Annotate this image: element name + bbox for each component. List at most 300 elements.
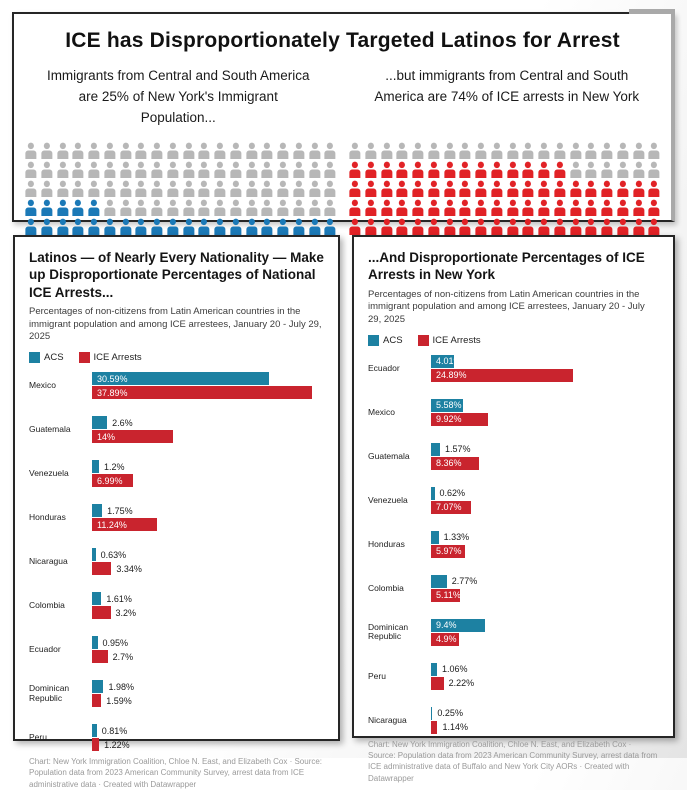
person-icon (411, 161, 425, 178)
person-icon (323, 199, 337, 216)
ice-arrests-swatch-icon (79, 352, 90, 363)
person-icon (348, 161, 362, 178)
person-icon (600, 199, 614, 216)
legend-item-ice-arrests (418, 335, 481, 346)
person-icon (308, 161, 322, 178)
person-icon (553, 180, 567, 197)
person-icon (40, 142, 54, 159)
person-icon (443, 218, 457, 235)
person-icon (395, 180, 409, 197)
person-icon (647, 161, 661, 178)
value-label: 0.62% (439, 488, 466, 499)
person-icon (150, 218, 164, 235)
person-icon (197, 142, 211, 159)
person-icon (427, 199, 441, 216)
acs-bar (92, 460, 99, 473)
person-icon (56, 142, 70, 159)
acs-bar (431, 531, 439, 544)
person-icon (569, 180, 583, 197)
person-icon (87, 199, 101, 216)
value-label: 8.36% (436, 458, 462, 469)
person-icon (632, 199, 646, 216)
person-icon (427, 142, 441, 159)
legend-label: ICE Arrests (432, 334, 481, 346)
person-icon (348, 218, 362, 235)
category-label: Peru (29, 731, 47, 742)
person-icon (229, 161, 243, 178)
ice-arrests-bar (431, 545, 465, 558)
person-icon (474, 180, 488, 197)
person-icon (292, 161, 306, 178)
value-label: 1.61% (106, 593, 132, 604)
person-icon (521, 161, 535, 178)
person-icon (537, 199, 551, 216)
person-icon (103, 199, 117, 216)
acs-bar (92, 592, 101, 605)
person-icon (427, 161, 441, 178)
person-icon (569, 199, 583, 216)
acs-bar (431, 399, 463, 412)
person-icon (56, 199, 70, 216)
person-icon (197, 161, 211, 178)
ice-arrests-bar (92, 430, 173, 443)
category-label: Guatemala (29, 423, 71, 434)
person-icon (182, 199, 196, 216)
person-icon (584, 218, 598, 235)
value-label: 6.99% (97, 475, 123, 486)
value-label: 0.95% (102, 637, 129, 648)
category-label: Honduras (368, 538, 405, 549)
person-icon (364, 180, 378, 197)
person-icon (276, 142, 290, 159)
person-icon (506, 142, 520, 159)
ice-arrests-bar (431, 501, 471, 514)
population-caption: Immigrants from Central and South America are 25% of New York's Immigrant Population... (46, 68, 310, 125)
acs-bar (431, 707, 432, 720)
person-icon (380, 142, 394, 159)
chart-footer: Chart: New York Immigration Coalition, Chloe N. East, and Elizabeth Cox · Source: Population data from 2023 American Community Survey, arrest data from ICE administrative data · Created with Datawrapper (29, 757, 323, 789)
person-icon (24, 218, 38, 235)
bar-group (368, 443, 659, 470)
person-icon (553, 218, 567, 235)
bar-group (368, 663, 659, 690)
person-icon (600, 161, 614, 178)
person-icon (119, 161, 133, 178)
person-icon (458, 218, 472, 235)
person-icon (537, 180, 551, 197)
acs-swatch-icon (368, 335, 379, 346)
acs-bar (431, 619, 485, 632)
bar-group (368, 619, 659, 646)
ice-arrests-bar (431, 677, 444, 690)
hero-panel (12, 12, 675, 222)
person-icon (56, 218, 70, 235)
person-icon (506, 199, 520, 216)
person-icon (569, 218, 583, 235)
person-icon (537, 161, 551, 178)
category-label: Venezuela (368, 494, 408, 505)
person-icon (40, 199, 54, 216)
person-icon (71, 199, 85, 216)
person-icon (182, 142, 196, 159)
person-icon (443, 161, 457, 178)
value-label: 0.25% (437, 708, 463, 719)
person-icon (87, 218, 101, 235)
chart-subtitle: Percentages of non-citizens from Latin American countries in the immigrant population and among ICE arrestees, January 20 - July 29, 2025 (368, 288, 645, 326)
person-icon (380, 161, 394, 178)
person-icon (537, 218, 551, 235)
category-label: Honduras (29, 511, 66, 522)
ice-arrests-bar (431, 369, 573, 382)
person-icon (229, 180, 243, 197)
person-icon (632, 180, 646, 197)
person-icon (166, 142, 180, 159)
person-icon (166, 161, 180, 178)
person-icon (584, 199, 598, 216)
bar-group (368, 531, 659, 558)
acs-bar (431, 663, 437, 676)
value-label: 5.58% (436, 400, 462, 411)
person-icon (443, 199, 457, 216)
person-icon (103, 142, 117, 159)
ice-arrests-bar (92, 518, 157, 531)
person-icon (260, 161, 274, 178)
person-icon (260, 142, 274, 159)
person-icon (395, 142, 409, 159)
person-icon (24, 161, 38, 178)
value-label: 4.9% (436, 634, 457, 645)
person-icon (616, 218, 630, 235)
person-icon (600, 142, 614, 159)
ice-arrests-bar (92, 650, 108, 663)
value-label: 24.89% (436, 370, 467, 381)
person-icon (443, 142, 457, 159)
person-icon (24, 180, 38, 197)
person-icon (213, 161, 227, 178)
acs-bar (92, 416, 107, 429)
person-icon (380, 199, 394, 216)
category-label: Dominican Republic (29, 682, 70, 703)
person-icon (411, 199, 425, 216)
category-label: Venezuela (29, 467, 69, 478)
category-label: Mexico (368, 406, 395, 417)
ice-arrests-bar (92, 738, 99, 751)
category-label: Guatemala (368, 450, 410, 461)
value-label: 0.81% (101, 725, 128, 736)
value-label: 9.92% (436, 414, 462, 425)
bar-group (368, 487, 659, 514)
person-icon (474, 199, 488, 216)
person-icon (647, 199, 661, 216)
value-label: 1.33% (443, 532, 470, 543)
population-pictogram (24, 142, 337, 235)
person-icon (348, 180, 362, 197)
person-icon (276, 199, 290, 216)
person-icon (197, 199, 211, 216)
person-icon (150, 180, 164, 197)
person-icon (553, 161, 567, 178)
legend-item-acs (29, 352, 64, 363)
value-label: 2.6% (112, 417, 133, 428)
acs-bar (92, 724, 97, 737)
person-icon (119, 142, 133, 159)
person-icon (395, 199, 409, 216)
person-icon (323, 180, 337, 197)
bar-group (29, 680, 324, 707)
legend-item-ice-arrests (79, 352, 142, 363)
person-icon (71, 142, 85, 159)
acs-bar (431, 487, 435, 500)
person-icon (150, 199, 164, 216)
value-label: 2.77% (451, 576, 478, 587)
person-icon (364, 218, 378, 235)
person-icon (103, 218, 117, 235)
person-icon (647, 142, 661, 159)
person-icon (71, 180, 85, 197)
ice-arrests-bar (92, 606, 111, 619)
ice-arrests-bar (92, 562, 111, 575)
arrests-pictogram (348, 142, 661, 235)
person-icon (380, 218, 394, 235)
person-icon (458, 161, 472, 178)
person-icon (260, 180, 274, 197)
person-icon (292, 218, 306, 235)
person-icon (182, 218, 196, 235)
acs-bar (92, 680, 103, 693)
person-icon (569, 161, 583, 178)
chart-title: ...And Disproportionate Percentages of ICE Arrests in New York (368, 250, 645, 283)
category-label: Colombia (368, 582, 404, 593)
person-icon (647, 218, 661, 235)
person-icon (348, 199, 362, 216)
person-icon (616, 161, 630, 178)
bar-group (368, 575, 659, 602)
bar-group (368, 399, 659, 426)
ice-arrests-bar (92, 386, 312, 399)
person-icon (40, 180, 54, 197)
value-label: 30.59% (97, 373, 128, 384)
person-icon (443, 180, 457, 197)
acs-bar (431, 355, 462, 368)
value-label: 1.2% (103, 461, 125, 472)
caption-row (14, 66, 671, 129)
person-icon (103, 180, 117, 197)
person-icon (213, 218, 227, 235)
person-icon (427, 180, 441, 197)
person-icon (245, 161, 259, 178)
value-label: 3.34% (116, 563, 142, 574)
person-icon (87, 180, 101, 197)
person-icon (323, 218, 337, 235)
person-icon (490, 218, 504, 235)
person-icon (150, 161, 164, 178)
legend (368, 335, 659, 346)
bar-group (29, 416, 324, 443)
chart-title: Latinos — of Nearly Every Nationality — Make up Disproportionate Percentages of National ICE Arrests... (29, 250, 324, 300)
person-icon (260, 218, 274, 235)
bar-group (29, 724, 324, 751)
ice-arrests-bar (431, 589, 460, 602)
person-icon (521, 218, 535, 235)
person-icon (521, 199, 535, 216)
person-icon (616, 199, 630, 216)
person-icon (40, 218, 54, 235)
person-icon (87, 161, 101, 178)
national-arrests-chart-card (13, 235, 340, 789)
legend-label: ICE Arrests (93, 352, 142, 364)
value-label: 14% (97, 431, 116, 442)
acs-swatch-icon (29, 352, 40, 363)
person-icon (292, 199, 306, 216)
person-icon (490, 142, 504, 159)
person-icon (411, 218, 425, 235)
category-label: Nicaragua (368, 714, 407, 725)
person-icon (166, 180, 180, 197)
main-title: ICE has Disproportionately Targeted Latinos for Arrest (65, 29, 620, 52)
value-label: 1.14% (442, 722, 469, 733)
person-icon (411, 142, 425, 159)
person-icon (308, 199, 322, 216)
person-icon (24, 199, 38, 216)
bar-group (368, 707, 659, 734)
person-icon (119, 218, 133, 235)
value-label: 1.22% (104, 739, 130, 750)
person-icon (521, 180, 535, 197)
bar-group (368, 355, 659, 382)
category-label: Ecuador (29, 643, 61, 654)
value-label: 4.01% (436, 356, 462, 367)
person-icon (364, 142, 378, 159)
person-icon (245, 180, 259, 197)
person-icon (490, 180, 504, 197)
category-label: Dominican Republic (368, 621, 409, 642)
person-icon (632, 161, 646, 178)
person-icon (506, 161, 520, 178)
person-icon (395, 161, 409, 178)
person-icon (229, 142, 243, 159)
value-label: 2.22% (448, 678, 475, 689)
ice-arrests-bar (431, 413, 488, 426)
person-icon (71, 161, 85, 178)
person-icon (308, 218, 322, 235)
person-icon (276, 218, 290, 235)
person-icon (380, 180, 394, 197)
bar-group (29, 548, 324, 575)
legend (29, 352, 324, 363)
person-icon (348, 142, 362, 159)
person-icon (647, 180, 661, 197)
person-icon (411, 180, 425, 197)
person-icon (213, 199, 227, 216)
legend-label: ACS (383, 334, 403, 346)
person-icon (584, 180, 598, 197)
value-label: 5.97% (436, 546, 462, 557)
person-icon (166, 199, 180, 216)
person-icon (506, 218, 520, 235)
person-icon (56, 161, 70, 178)
ice-arrests-bar (92, 694, 101, 707)
value-label: 1.59% (106, 695, 132, 706)
bar-group (29, 504, 324, 531)
person-icon (537, 142, 551, 159)
person-icon (323, 161, 337, 178)
category-label: Peru (368, 670, 386, 681)
person-icon (308, 180, 322, 197)
person-icon (229, 199, 243, 216)
value-label: 11.24% (97, 519, 127, 530)
value-label: 2.7% (112, 651, 134, 662)
person-icon (245, 218, 259, 235)
person-icon (213, 180, 227, 197)
person-icon (292, 180, 306, 197)
person-icon (474, 142, 488, 159)
person-icon (150, 142, 164, 159)
person-icon (197, 180, 211, 197)
person-icon (119, 199, 133, 216)
acs-bar (431, 443, 440, 456)
person-icon (584, 161, 598, 178)
person-icon (474, 218, 488, 235)
person-icon (40, 161, 54, 178)
person-icon (569, 142, 583, 159)
category-label: Mexico (29, 379, 56, 390)
ice-arrests-bar (92, 474, 133, 487)
ice-arrests-bar (431, 633, 459, 646)
category-label: Colombia (29, 599, 65, 610)
ice-arrests-bar (431, 721, 437, 734)
person-icon (213, 142, 227, 159)
chart-subtitle: Percentages of non-citizens from Latin American countries in the immigrant population and among ICE arrestees, January 20 - July 29, 2025 (29, 305, 322, 343)
value-label: 1.06% (442, 664, 468, 675)
acs-bar (92, 548, 96, 561)
person-icon (458, 199, 472, 216)
person-icon (276, 180, 290, 197)
person-icon (245, 142, 259, 159)
value-label: 5.11% (436, 590, 461, 601)
arrests-caption: ...but immigrants from Central and South America are 74% of ICE arrests in New York (374, 68, 640, 104)
person-icon (56, 180, 70, 197)
person-icon (308, 142, 322, 159)
category-label: Ecuador (368, 362, 400, 373)
person-icon (553, 142, 567, 159)
person-icon (553, 199, 567, 216)
legend-label: ACS (44, 352, 64, 364)
person-icon (616, 180, 630, 197)
person-icon (584, 142, 598, 159)
value-label: 37.89% (97, 387, 128, 398)
value-label: 3.2% (115, 607, 137, 618)
person-icon (134, 218, 148, 235)
person-icon (245, 199, 259, 216)
person-icon (197, 218, 211, 235)
person-icon (182, 180, 196, 197)
person-icon (134, 142, 148, 159)
person-icon (119, 180, 133, 197)
person-icon (103, 161, 117, 178)
bar-group (29, 460, 324, 487)
person-icon (521, 142, 535, 159)
person-icon (632, 218, 646, 235)
value-label: 0.63% (100, 549, 127, 560)
bar-rows (29, 372, 324, 751)
person-icon (458, 180, 472, 197)
value-label: 1.75% (107, 505, 133, 516)
person-icon (427, 218, 441, 235)
acs-bar (92, 636, 98, 649)
person-icon (166, 218, 180, 235)
bar-rows (368, 355, 659, 734)
person-icon (395, 218, 409, 235)
